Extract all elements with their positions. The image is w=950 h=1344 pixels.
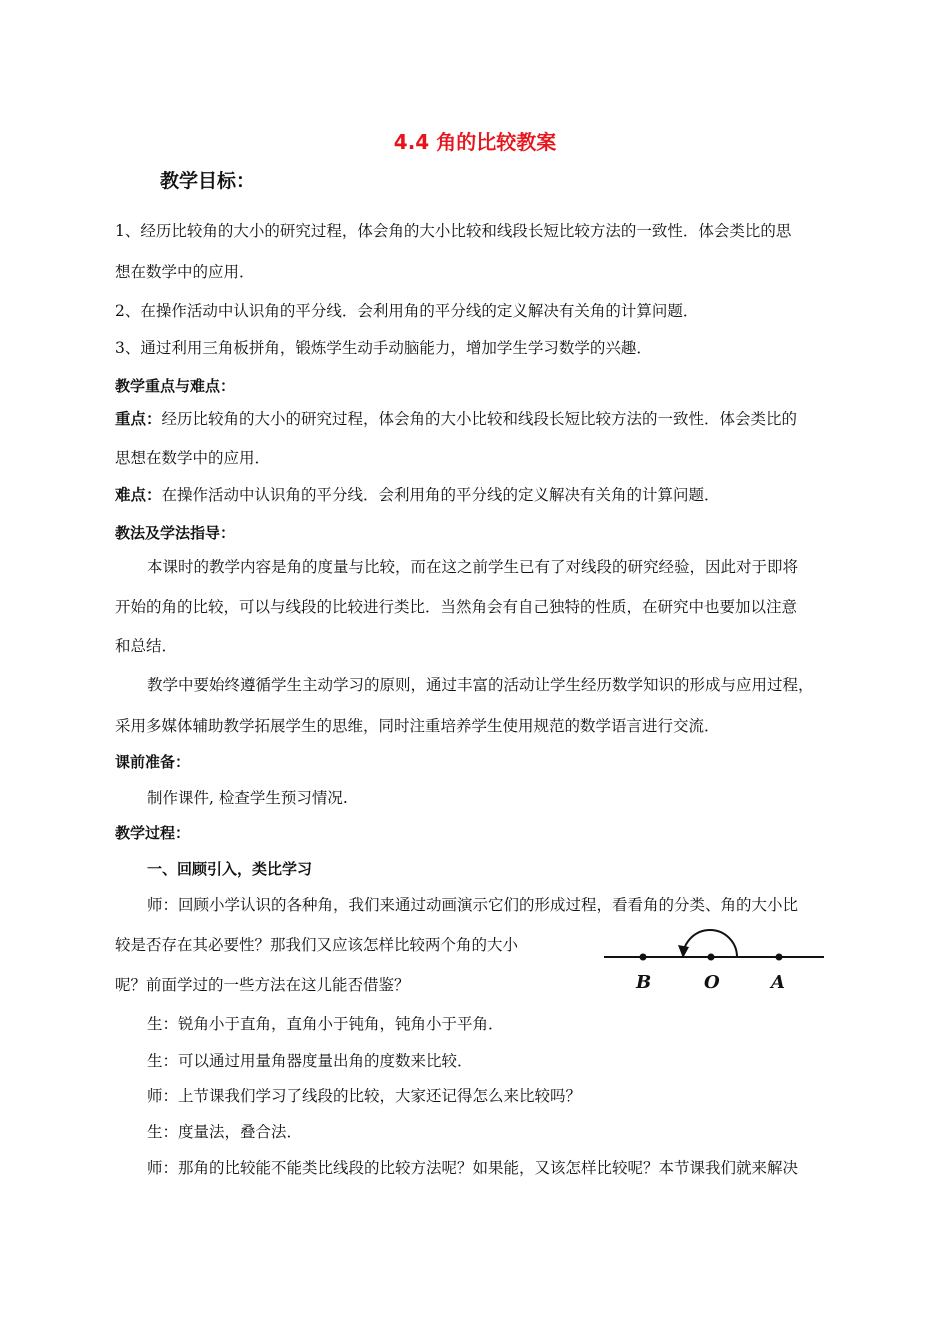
process-heading: 教学过程： <box>115 824 191 842</box>
dialog-line-6: 师：上节课我们学习了线段的比较，大家还记得怎么来比较吗？ <box>147 1087 582 1105</box>
goal-heading: 教学目标： <box>160 170 256 192</box>
prep-text: 制作课件, 检查学生预习情况. <box>147 789 348 807</box>
focus-text: 经历比较角的大小的研究过程，体会角的大小比较和线段长短比较方法的一致性．体会类比的 <box>161 410 798 428</box>
difficulty-label: 难点： <box>115 486 162 504</box>
focus-line-2: 思想在数学中的应用． <box>115 449 271 467</box>
difficulty-text: 在操作活动中认识角的平分线．会利用角的平分线的定义解决有关角的计算问题． <box>161 486 720 504</box>
method-p1-line-1: 本课时的教学内容是角的度量与比较，而在这之前学生已有了对线段的研究经验，因此对于即将 <box>147 558 799 576</box>
focus-heading: 教学重点与难点： <box>115 377 236 395</box>
dialog-line-8: 师：那角的比较能不能类比线段的比较方法呢？如果能，又该怎样比较呢？本节课我们就来解决 <box>147 1159 799 1177</box>
goal-line-3: 2、在操作活动中认识角的平分线．会利用角的平分线的定义解决有关角的计算问题． <box>115 302 699 320</box>
point-b <box>640 954 647 961</box>
label-o: O <box>704 972 720 993</box>
point-a <box>776 954 783 961</box>
point-o <box>708 954 715 961</box>
method-heading: 教法及学法指导： <box>115 524 236 542</box>
dialog-line-2: 较是否存在其必要性？那我们又应该怎样比较两个角的大小 <box>115 936 519 954</box>
method-p2-line-2: 采用多媒体辅助教学拓展学生的思维，同时注重培养学生使用规范的数学语言进行交流． <box>115 717 720 735</box>
angle-arc <box>683 930 737 957</box>
focus-label: 重点： <box>115 410 162 428</box>
method-p2-line-1: 教学中要始终遵循学生主动学习的原则，通过丰富的活动让学生经历数学知识的形成与应用过程， <box>147 676 814 694</box>
label-a: A <box>771 972 785 993</box>
section1-heading: 一、回顾引入，类比学习 <box>147 860 313 878</box>
method-p1-line-3: 和总结． <box>115 637 178 655</box>
method-p1-line-2: 开始的角的比较，可以与线段的比较进行类比．当然角会有自己独特的性质，在研究中也要加以注意 <box>115 598 798 616</box>
focus-line-1 <box>115 409 797 429</box>
dialog-line-3: 呢？前面学过的一些方法在这儿能否借鉴？ <box>115 976 410 994</box>
difficulty-line <box>115 485 720 505</box>
goal-line-2: 想在数学中的应用． <box>115 263 255 281</box>
dialog-line-4: 生：锐角小于直角，直角小于钝角，钝角小于平角． <box>147 1015 504 1033</box>
goal-line-4: 3、通过利用三角板拼角，锻炼学生动手动脑能力，增加学生学习数学的兴趣． <box>115 339 652 357</box>
goal-line-1: 1、经历比较角的大小的研究过程，体会角的大小比较和线段长短比较方法的一致性．体会类比的思 <box>115 222 792 240</box>
label-b: B <box>636 972 652 993</box>
dialog-line-1: 师：回顾小学认识的各种角，我们来通过动画演示它们的形成过程，看看角的分类、角的大小比 <box>147 896 799 914</box>
prep-heading: 课前准备： <box>115 753 191 771</box>
page-title: 4.4 角的比较教案 <box>393 130 557 154</box>
dialog-line-7: 生：度量法，叠合法． <box>147 1123 303 1141</box>
dialog-line-5: 生：可以通过用量角器度量出角的度数来比较． <box>147 1052 473 1070</box>
straight-angle-figure <box>596 915 828 1015</box>
